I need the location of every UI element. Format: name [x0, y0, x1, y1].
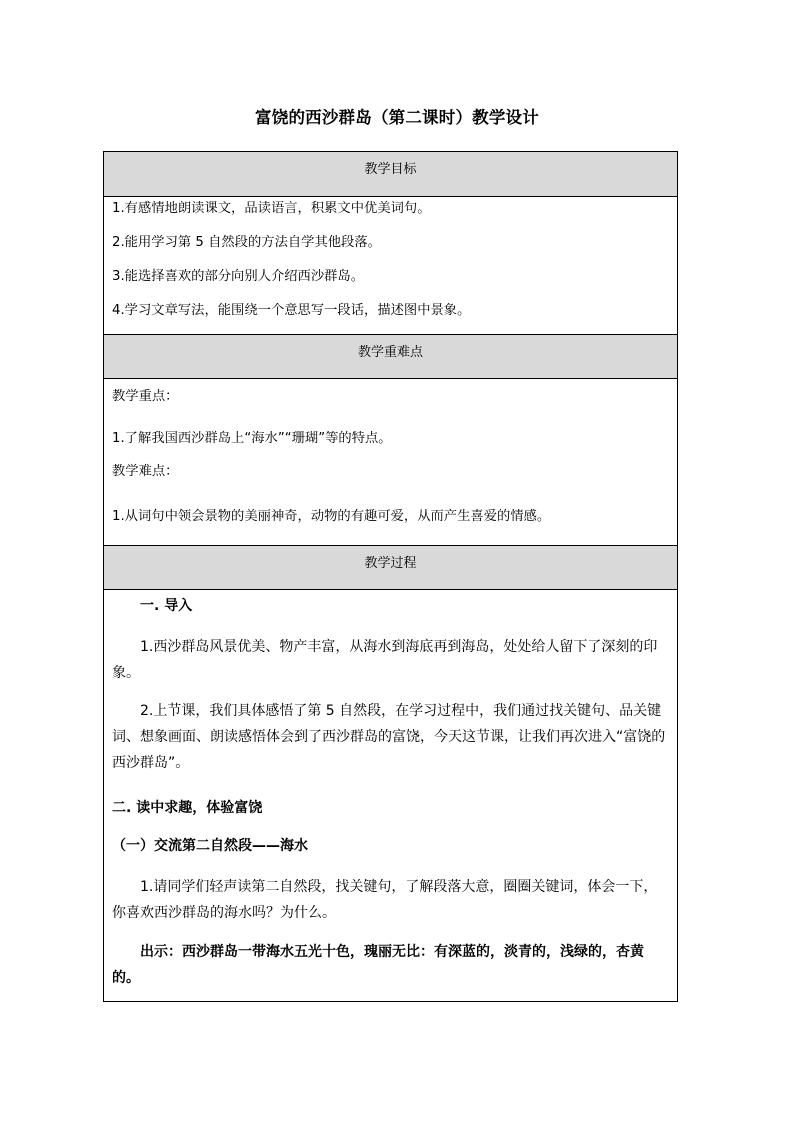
objective-item-1: 1.有感情地朗读课文，品读语言，积累文中优美词句。 [112, 201, 431, 216]
section-header-objectives-label: 教学目标 [364, 162, 417, 177]
difficulty-item: 1.从词句中领会景物的美丽神奇，动物的有趣可爱，从而产生喜爱的情感。 [112, 509, 551, 524]
focus-item: 1.了解我国西沙群岛上“海水”“珊瑚”等的特点。 [112, 431, 392, 446]
objective-item-4: 4.学习文章写法，能围绕一个意思写一段话，描述图中景象。 [112, 303, 471, 318]
process-subheading-seawater: （一）交流第二自然段——海水 [112, 838, 308, 854]
focus-label: 教学重点： [112, 389, 179, 404]
process-paragraph-2: 2.上节课，我们具体感悟了第 5 自然段，在学习过程中，我们通过找关键句、品关键词、想象画面、朗读感悟体会到了西沙群岛的富饶，今天这节课，让我们再次进入“富饶的西沙群岛”。 [112, 703, 666, 771]
process-heading-intro: 一. 导入 [140, 598, 193, 614]
process-paragraph-1: 1.西沙群岛风景优美、物产丰富，从海水到海底再到海岛，处处给人留下了深刻的印象。 [112, 639, 658, 681]
objective-item-3: 3.能选择喜欢的部分向别人介绍西沙群岛。 [112, 269, 365, 284]
objective-item-2: 2.能用学习第 5 自然段的方法自学其他段落。 [112, 235, 381, 250]
process-heading-reading: 二. 读中求趣，体验富饶 [112, 800, 263, 816]
section-header-process-label: 教学过程 [364, 556, 417, 571]
lesson-plan-table [103, 151, 678, 1002]
process-paragraph-4: 出示：西沙群岛一带海水五光十色，瑰丽无比：有深蓝的，淡青的，浅绿的，杏黄的。 [112, 944, 644, 986]
section-header-process [104, 545, 677, 590]
section-header-key-points [104, 334, 677, 379]
section-header-objectives [104, 152, 677, 197]
section-header-key-points-label: 教学重难点 [357, 345, 423, 360]
difficulty-label: 教学难点： [112, 464, 179, 479]
process-paragraph-3: 1.请同学们轻声读第二自然段，找关键句，了解段落大意，圈圈关键词，体会一下，你喜欢西沙群岛的海水吗？为什么。 [112, 879, 658, 921]
document-title: 富饶的西沙群岛（第二课时）教学设计 [255, 108, 539, 127]
